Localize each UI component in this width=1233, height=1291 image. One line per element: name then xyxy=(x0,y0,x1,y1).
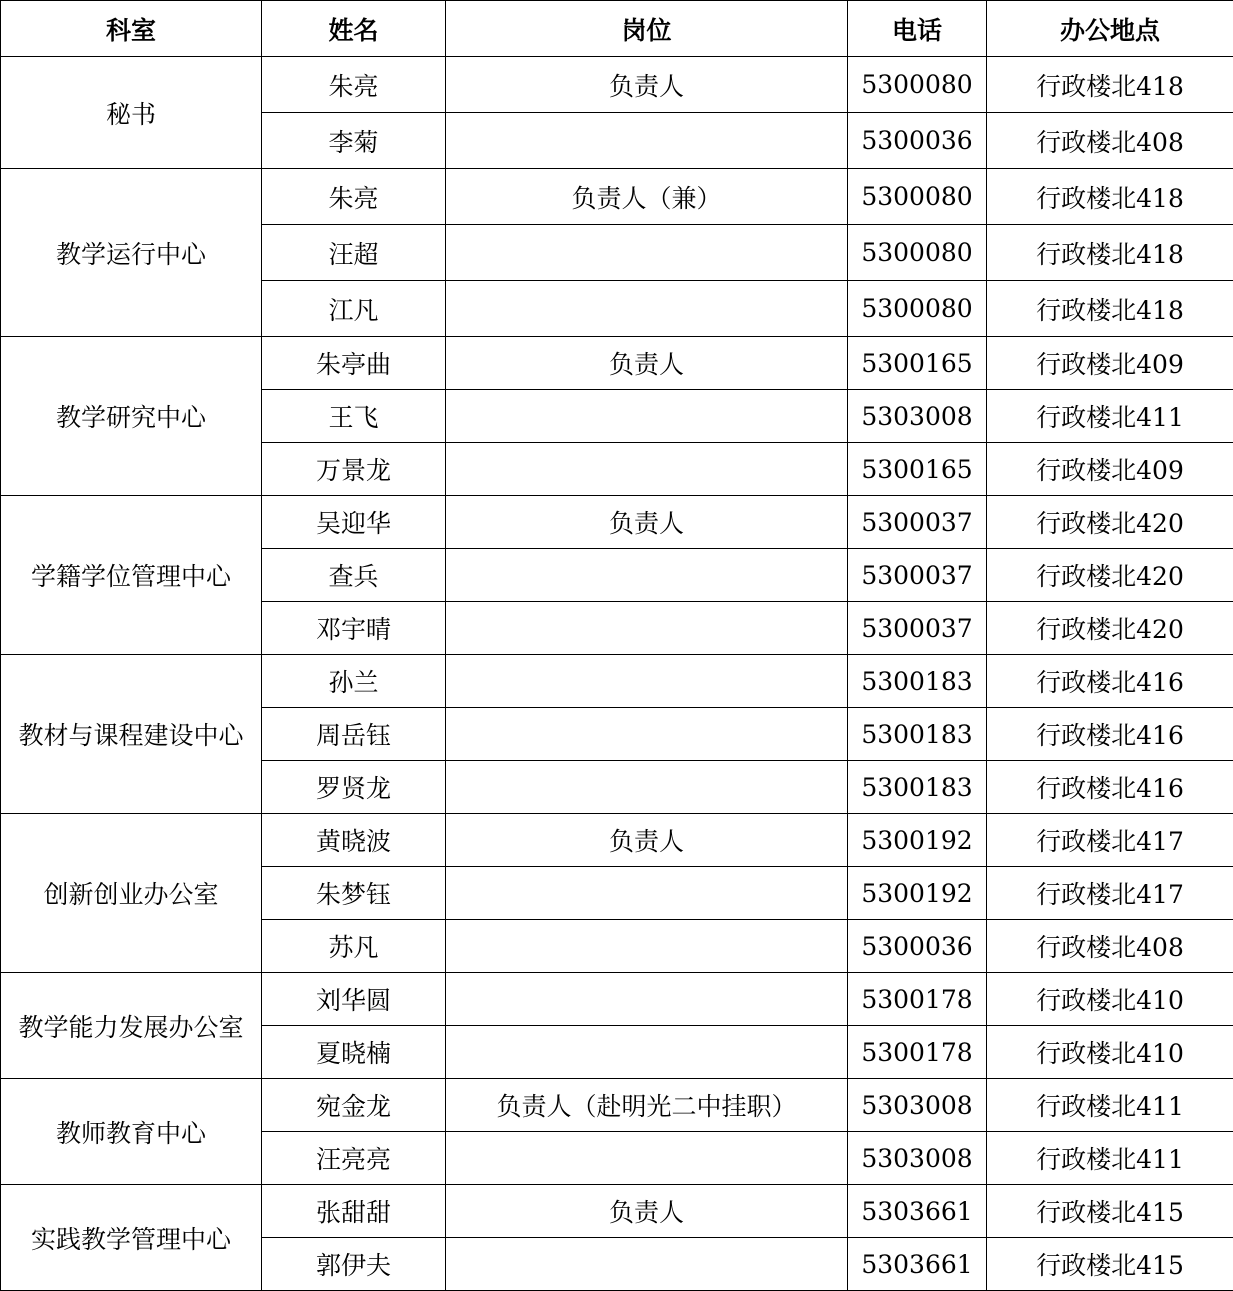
role-cell xyxy=(446,443,848,496)
role-cell xyxy=(446,1132,848,1185)
department-cell: 教师教育中心 xyxy=(1,1079,262,1185)
role-cell: 负责人 xyxy=(446,1185,848,1238)
staff-name-cell: 邓宇晴 xyxy=(262,602,446,655)
office-cell: 行政楼北418 xyxy=(987,169,1233,225)
phone-cell: 5303008 xyxy=(848,390,987,443)
phone-cell: 5300080 xyxy=(848,225,987,281)
office-cell: 行政楼北416 xyxy=(987,761,1233,814)
office-cell: 行政楼北410 xyxy=(987,973,1233,1026)
office-cell: 行政楼北417 xyxy=(987,814,1233,867)
role-cell xyxy=(446,708,848,761)
department-cell: 教材与课程建设中心 xyxy=(1,655,262,814)
office-cell: 行政楼北409 xyxy=(987,443,1233,496)
role-cell: 负责人 xyxy=(446,496,848,549)
role-cell xyxy=(446,1238,848,1291)
staff-name-cell: 朱亮 xyxy=(262,57,446,113)
phone-cell: 5300178 xyxy=(848,973,987,1026)
staff-name-cell: 刘华圆 xyxy=(262,973,446,1026)
office-cell: 行政楼北411 xyxy=(987,1132,1233,1185)
office-cell: 行政楼北408 xyxy=(987,113,1233,169)
staff-name-cell: 汪亮亮 xyxy=(262,1132,446,1185)
staff-name-cell: 黄晓波 xyxy=(262,814,446,867)
phone-cell: 5303661 xyxy=(848,1185,987,1238)
role-cell: 负责人（赴明光二中挂职） xyxy=(446,1079,848,1132)
phone-cell: 5300192 xyxy=(848,814,987,867)
staff-name-cell: 万景龙 xyxy=(262,443,446,496)
role-cell xyxy=(446,920,848,973)
staff-name-cell: 宛金龙 xyxy=(262,1079,446,1132)
office-cell: 行政楼北418 xyxy=(987,57,1233,113)
staff-name-cell: 朱梦钰 xyxy=(262,867,446,920)
department-cell: 教学运行中心 xyxy=(1,169,262,337)
office-cell: 行政楼北411 xyxy=(987,1079,1233,1132)
phone-cell: 5300183 xyxy=(848,655,987,708)
staff-name-cell: 夏晓楠 xyxy=(262,1026,446,1079)
office-cell: 行政楼北420 xyxy=(987,602,1233,655)
role-cell xyxy=(446,549,848,602)
phone-cell: 5300192 xyxy=(848,867,987,920)
column-header-name: 姓名 xyxy=(262,1,446,57)
department-cell: 创新创业办公室 xyxy=(1,814,262,973)
office-cell: 行政楼北416 xyxy=(987,655,1233,708)
department-cell: 实践教学管理中心 xyxy=(1,1185,262,1291)
office-cell: 行政楼北420 xyxy=(987,496,1233,549)
office-cell: 行政楼北409 xyxy=(987,337,1233,390)
phone-cell: 5300183 xyxy=(848,708,987,761)
column-header-role: 岗位 xyxy=(446,1,848,57)
role-cell xyxy=(446,761,848,814)
phone-cell: 5300036 xyxy=(848,113,987,169)
department-cell: 学籍学位管理中心 xyxy=(1,496,262,655)
phone-cell: 5300183 xyxy=(848,761,987,814)
phone-cell: 5300178 xyxy=(848,1026,987,1079)
table-row xyxy=(1,814,1233,867)
table-row xyxy=(1,1079,1233,1132)
table-row xyxy=(1,337,1233,390)
phone-cell: 5303008 xyxy=(848,1079,987,1132)
role-cell xyxy=(446,602,848,655)
phone-cell: 5300080 xyxy=(848,169,987,225)
office-cell: 行政楼北420 xyxy=(987,549,1233,602)
staff-name-cell: 查兵 xyxy=(262,549,446,602)
role-cell xyxy=(446,113,848,169)
role-cell: 负责人 xyxy=(446,814,848,867)
office-cell: 行政楼北415 xyxy=(987,1238,1233,1291)
staff-name-cell: 王飞 xyxy=(262,390,446,443)
role-cell xyxy=(446,390,848,443)
table-row xyxy=(1,973,1233,1026)
office-cell: 行政楼北417 xyxy=(987,867,1233,920)
staff-name-cell: 吴迎华 xyxy=(262,496,446,549)
role-cell xyxy=(446,973,848,1026)
phone-cell: 5300165 xyxy=(848,443,987,496)
phone-cell: 5300080 xyxy=(848,57,987,113)
role-cell: 负责人（兼） xyxy=(446,169,848,225)
office-cell: 行政楼北418 xyxy=(987,281,1233,337)
office-cell: 行政楼北415 xyxy=(987,1185,1233,1238)
staff-name-cell: 李菊 xyxy=(262,113,446,169)
phone-cell: 5303661 xyxy=(848,1238,987,1291)
staff-name-cell: 苏凡 xyxy=(262,920,446,973)
phone-cell: 5300037 xyxy=(848,496,987,549)
staff-name-cell: 郭伊夫 xyxy=(262,1238,446,1291)
phone-cell: 5300037 xyxy=(848,602,987,655)
phone-cell: 5300080 xyxy=(848,281,987,337)
role-cell xyxy=(446,281,848,337)
column-header-department: 科室 xyxy=(1,1,262,57)
table-row xyxy=(1,57,1233,113)
phone-cell: 5303008 xyxy=(848,1132,987,1185)
staff-name-cell: 周岳钰 xyxy=(262,708,446,761)
office-cell: 行政楼北416 xyxy=(987,708,1233,761)
staff-name-cell: 张甜甜 xyxy=(262,1185,446,1238)
department-cell: 教学能力发展办公室 xyxy=(1,973,262,1079)
role-cell xyxy=(446,655,848,708)
office-cell: 行政楼北418 xyxy=(987,225,1233,281)
table-row xyxy=(1,496,1233,549)
department-cell: 秘书 xyxy=(1,57,262,169)
role-cell: 负责人 xyxy=(446,57,848,113)
column-header-office: 办公地点 xyxy=(987,1,1233,57)
role-cell xyxy=(446,1026,848,1079)
staff-name-cell: 汪超 xyxy=(262,225,446,281)
phone-cell: 5300165 xyxy=(848,337,987,390)
staff-name-cell: 朱亮 xyxy=(262,169,446,225)
phone-cell: 5300037 xyxy=(848,549,987,602)
staff-name-cell: 江凡 xyxy=(262,281,446,337)
staff-name-cell: 朱亭曲 xyxy=(262,337,446,390)
table-row xyxy=(1,169,1233,225)
department-cell: 教学研究中心 xyxy=(1,337,262,496)
office-cell: 行政楼北411 xyxy=(987,390,1233,443)
table-row xyxy=(1,1185,1233,1238)
staff-name-cell: 孙兰 xyxy=(262,655,446,708)
table-row xyxy=(1,655,1233,708)
office-cell: 行政楼北408 xyxy=(987,920,1233,973)
staff-name-cell: 罗贤龙 xyxy=(262,761,446,814)
column-header-phone: 电话 xyxy=(848,1,987,57)
header-row xyxy=(1,1,1233,57)
role-cell: 负责人 xyxy=(446,337,848,390)
office-cell: 行政楼北410 xyxy=(987,1026,1233,1079)
role-cell xyxy=(446,867,848,920)
role-cell xyxy=(446,225,848,281)
phone-cell: 5300036 xyxy=(848,920,987,973)
